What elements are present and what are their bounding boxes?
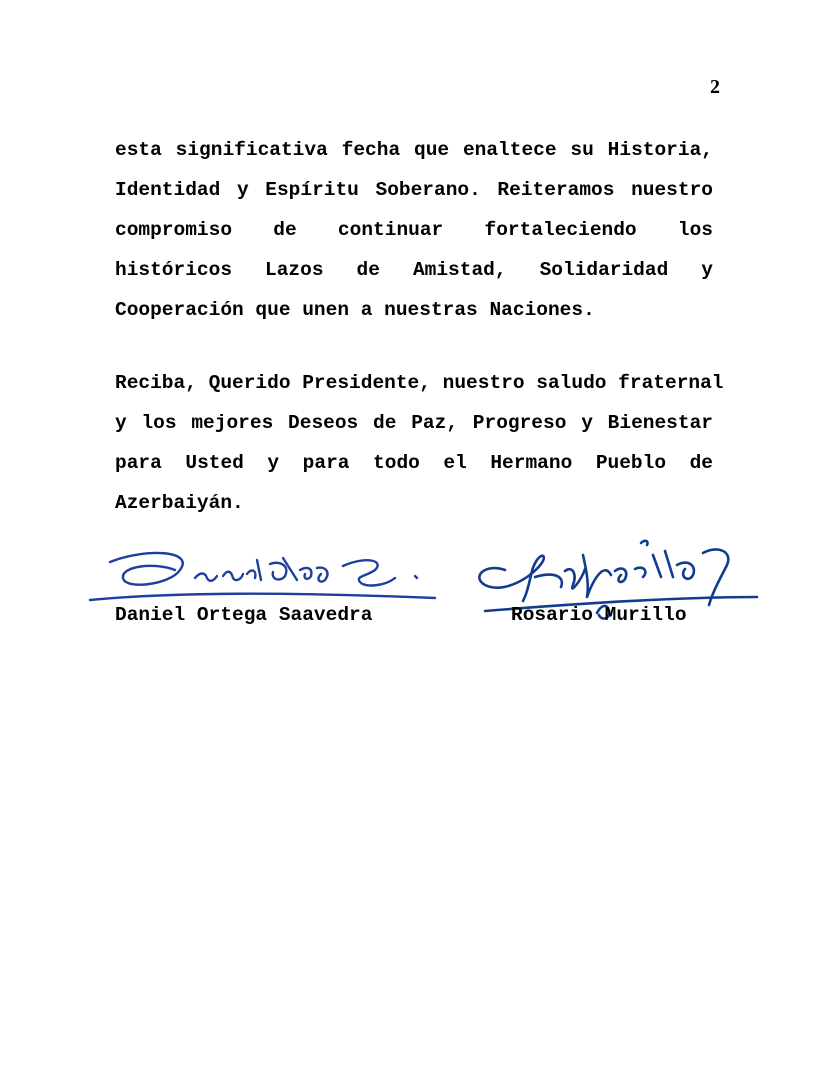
text-line: para Usted y para todo el Hermano Pueblo de <box>115 452 713 474</box>
page-number: 2 <box>710 76 720 98</box>
paragraph-closing-remarks <box>115 130 713 330</box>
text-line: compromiso de continuar fortaleciendo los <box>115 219 713 241</box>
text-line: Reciba, Querido Presidente, nuestro saludo fraternal <box>115 372 724 394</box>
text-line: y los mejores Deseos de Paz, Progreso y Bienestar <box>115 412 713 434</box>
text-line: esta significativa fecha que enaltece su Historia, <box>115 139 713 161</box>
signer-name-ortega: Daniel Ortega Saavedra <box>115 604 373 626</box>
text-line: Identidad y Espíritu Soberano. Reiteramos nuestro <box>115 179 713 201</box>
letter-body <box>115 130 724 523</box>
signature-ortega-image <box>85 540 445 610</box>
signer-name-murillo: Rosario Murillo <box>511 604 687 626</box>
text-line: históricos Lazos de Amistad, Solidaridad y <box>115 259 713 281</box>
paragraph-greetings <box>115 363 724 523</box>
text-line: Azerbaiyán. <box>115 492 244 514</box>
text-line: Cooperación que unen a nuestras Naciones. <box>115 299 595 321</box>
